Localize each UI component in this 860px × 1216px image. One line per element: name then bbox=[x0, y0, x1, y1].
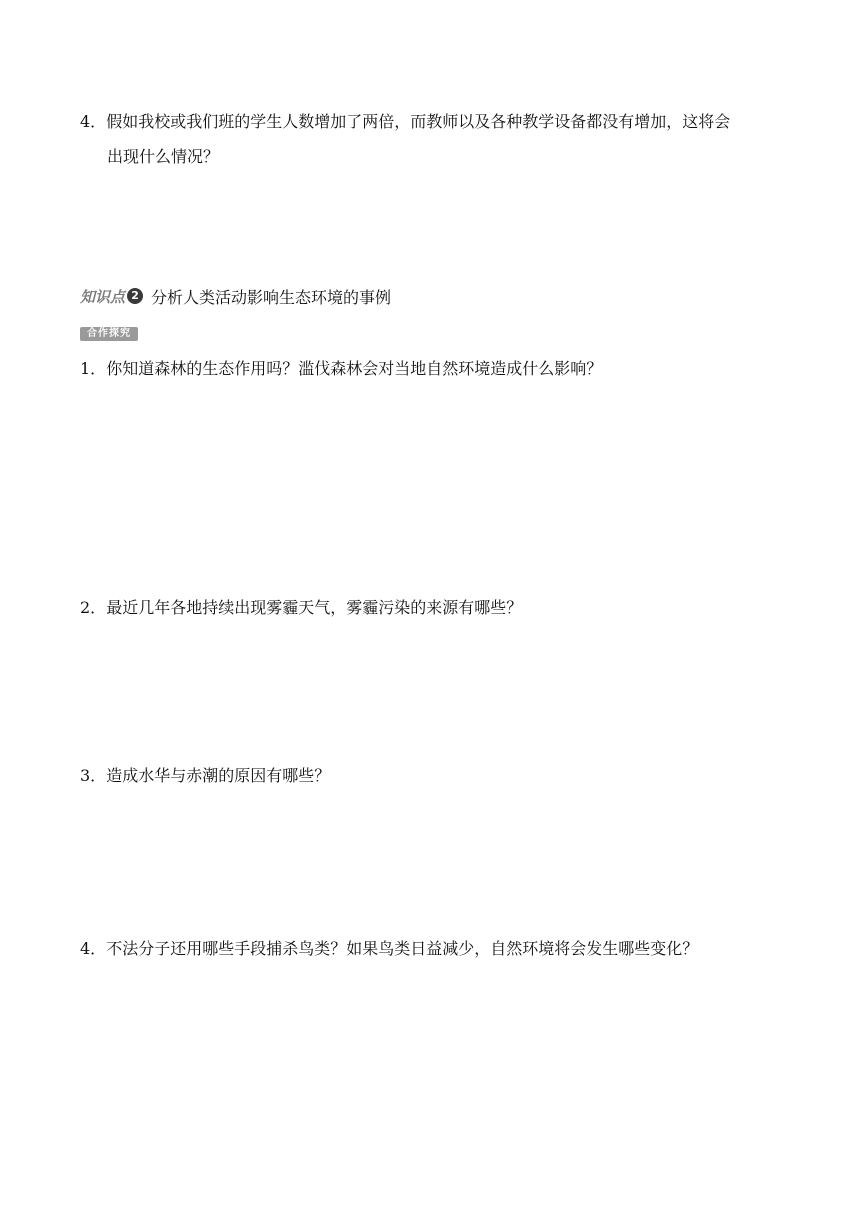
question-4-line-2 bbox=[107, 146, 219, 168]
knowledge-point-title: 分析人类活动影响生态环境的事例 bbox=[151, 287, 392, 307]
question-text: 不法分子还用哪些手段捕杀鸟类？如果鸟类日益减少，自然环境将会发生哪些变化？ bbox=[106, 939, 699, 958]
knowledge-point-number-icon: 2 bbox=[127, 288, 143, 304]
question-number: 4． bbox=[80, 939, 107, 958]
question-number: 3． bbox=[80, 766, 107, 785]
question-number: 4． bbox=[80, 112, 107, 131]
question-text: 最近几年各地持续出现雾霾天气，雾霾污染的来源有哪些？ bbox=[106, 598, 523, 617]
question-text: 你知道森林的生态作用吗？滥伐森林会对当地自然环境造成什么影响？ bbox=[106, 359, 603, 378]
section2-question-3 bbox=[80, 765, 330, 787]
knowledge-point-heading bbox=[80, 283, 391, 309]
question-text: 造成水华与赤潮的原因有哪些？ bbox=[106, 766, 331, 785]
section2-question-1 bbox=[80, 358, 602, 380]
question-4-line-1 bbox=[80, 111, 730, 133]
question-number: 1． bbox=[80, 359, 107, 378]
cooperative-exploration-badge: 合作探究 bbox=[80, 327, 138, 341]
question-text: 假如我校或我们班的学生人数增加了两倍，而教师以及各种教学设备都没有增加，这将会 bbox=[106, 112, 731, 131]
question-number: 2． bbox=[80, 598, 107, 617]
section2-question-2 bbox=[80, 597, 522, 619]
knowledge-point-tag: 知识点 bbox=[80, 287, 126, 306]
question-text-continued: 出现什么情况？ bbox=[107, 147, 220, 166]
section2-question-4 bbox=[80, 938, 698, 960]
